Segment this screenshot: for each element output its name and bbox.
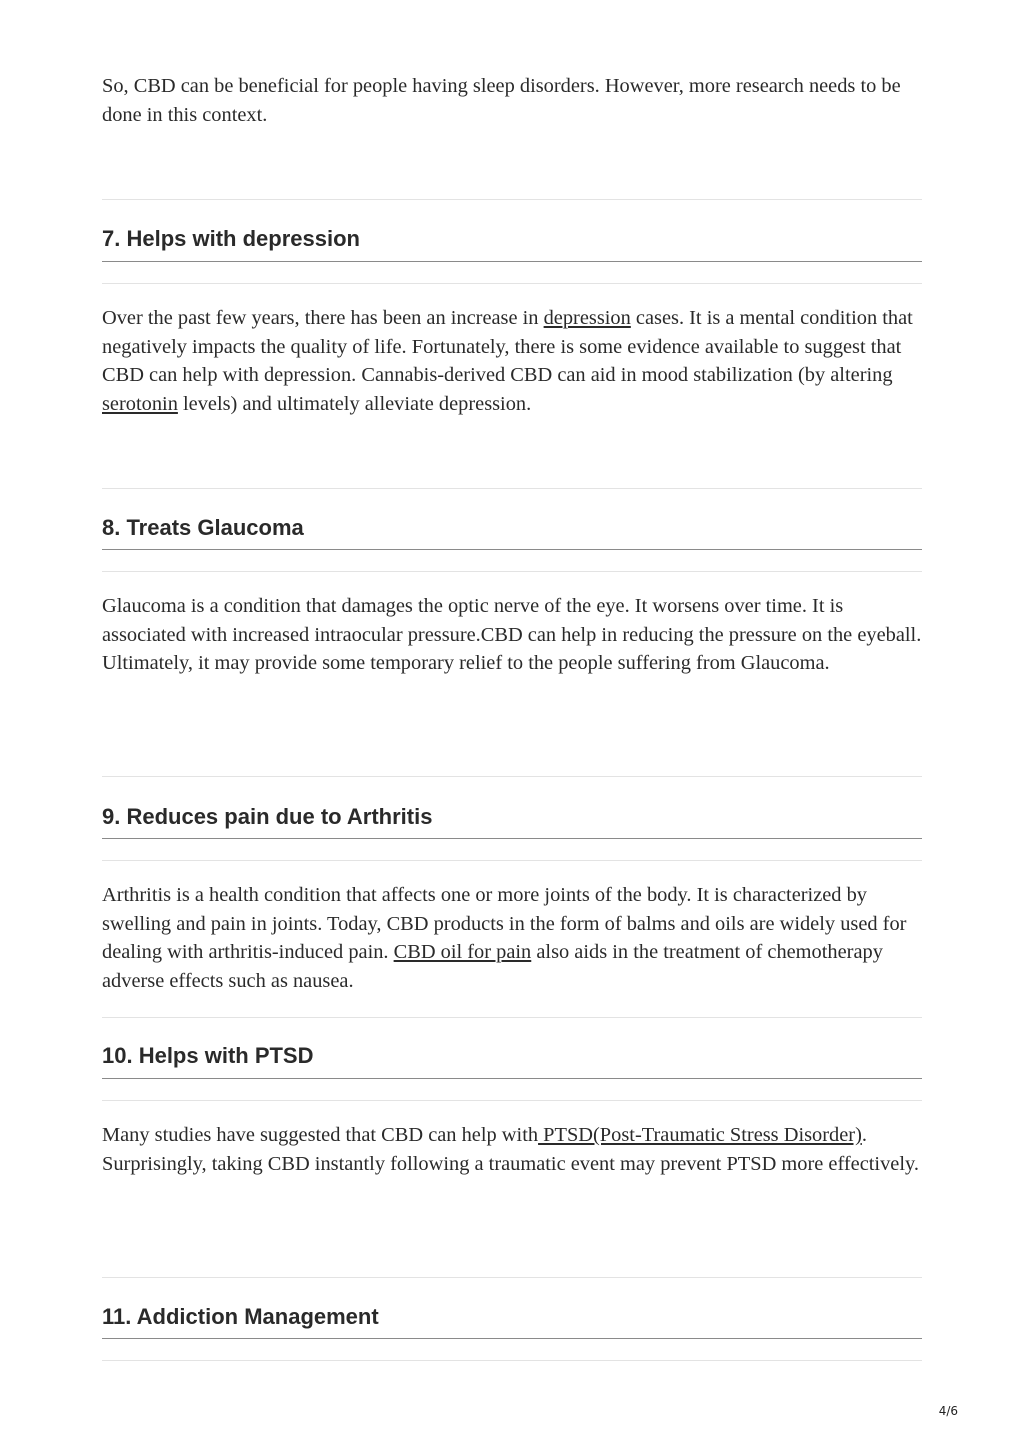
section-divider-bottom [102, 571, 922, 572]
section-divider-bottom [102, 1100, 922, 1101]
section-divider-bottom [102, 283, 922, 284]
section-divider-top [102, 776, 922, 777]
heading-underline [102, 261, 922, 262]
heading-ptsd: 10. Helps with PTSD [102, 1043, 314, 1068]
link-depression[interactable]: depression [543, 307, 631, 329]
paragraph-text: Over the past few years, there has been an increase in [102, 307, 544, 329]
heading-underline [102, 1338, 922, 1339]
section-divider-top [102, 1017, 922, 1018]
page-number: 4/6 [938, 1404, 958, 1418]
paragraph-depression [102, 304, 922, 418]
paragraph-text: cases. It is a mental condition that negatively impacts the quality of life. Fortunately, there is some evidence available to suggest that CBD can help with depression. Cannabis-derived CBD can aid in mood stabilization (by altering [102, 307, 913, 386]
section-divider-bottom [102, 860, 922, 861]
paragraph-text: also aids in the treatment of chemotherapy adverse effects such as nausea. [102, 941, 883, 992]
heading-depression: 7. Helps with depression [102, 226, 360, 251]
section-divider-top [102, 488, 922, 489]
intro-paragraph: So, CBD can be beneficial for people having sleep disorders. However, more research needs to be done in this context. [102, 75, 901, 126]
heading-glaucoma: 8. Treats Glaucoma [102, 515, 304, 540]
paragraph-text: Many studies have suggested that CBD can help with [102, 1124, 539, 1146]
section-divider-top [102, 199, 922, 200]
heading-underline [102, 1078, 922, 1079]
link-serotonin[interactable]: serotonin [102, 392, 178, 415]
link-ptsd[interactable]: PTSD(Post-Traumatic Stress Disorder) [538, 1124, 862, 1146]
paragraph-ptsd [102, 1121, 922, 1178]
paragraph-arthritis [102, 881, 922, 995]
paragraph-text: Arthritis is a health condition that affects one or more joints of the body. It is characterized by swelling and pain in joints. Today, CBD products in the form of balms and oils are widely used for dealing with arthritis-induced pain. [102, 884, 907, 963]
heading-addiction-management: 11. Addiction Management [102, 1304, 379, 1329]
section-divider-bottom [102, 1360, 922, 1361]
paragraph-text: levels) and ultimately alleviate depression. [177, 392, 532, 415]
paragraph-glaucoma: Glaucoma is a condition that damages the optic nerve of the eye. It worsens over time. It is associated with increased intraocular pressure.CBD can help in reducing the pressure on the eyeball. Ultimately, it may provide some temporary relief to the people suffering from Glaucoma. [102, 595, 922, 674]
paragraph-text: . Surprisingly, taking CBD instantly following a traumatic event may prevent PTSD more effectively. [102, 1124, 919, 1175]
heading-underline [102, 838, 922, 839]
section-divider-top [102, 1277, 922, 1278]
heading-underline [102, 549, 922, 550]
heading-arthritis: 9. Reduces pain due to Arthritis [102, 804, 433, 829]
link-cbd-oil-for-pain[interactable]: CBD oil for pain [393, 941, 532, 963]
